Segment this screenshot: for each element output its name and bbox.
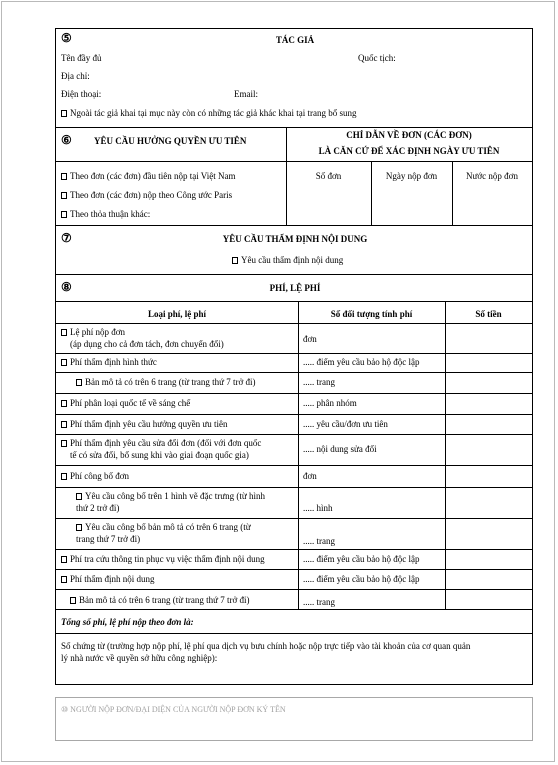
divider — [56, 569, 532, 570]
fee-row-extra-drawings[interactable] — [76, 491, 265, 502]
fee-row-exam-extra-pages[interactable] — [70, 595, 249, 606]
declaration-form — [55, 28, 533, 685]
section-5-title: TÁC GIẢ — [275, 35, 315, 45]
divider — [56, 353, 532, 354]
divider — [56, 589, 532, 590]
signature-title-label: NGƯỜI NỘP ĐƠN/ĐẠI DIỆN CỦA NGƯỜI NỘP ĐƠN KÝ TÊN — [70, 705, 286, 714]
fee-row-count[interactable]: ..... trang — [303, 536, 335, 546]
divider — [56, 549, 532, 550]
fee-row-search[interactable] — [61, 554, 265, 565]
fee-row-note: thứ 2 trở đi) — [76, 503, 120, 513]
priority-option-vietnam[interactable] — [61, 171, 236, 182]
checkbox-icon[interactable] — [61, 440, 67, 447]
priority-option-label: Theo thỏa thuận khác: — [70, 209, 151, 219]
checkbox-icon[interactable] — [61, 329, 67, 336]
fee-column-type: Loại phí, lệ phí — [147, 309, 207, 319]
fee-row-label: Yêu cầu công bố bản mô tả có trên 6 trang (từ — [85, 522, 251, 532]
priority-reference-title-2: LÀ CĂN CỨ ĐỂ XÁC ĐỊNH NGÀY ƯU TIÊN — [318, 146, 500, 156]
divider — [56, 127, 532, 128]
substantive-exam-label: Yêu cầu thẩm định nội dung — [241, 255, 344, 265]
divider — [56, 393, 532, 394]
checkbox-icon[interactable] — [76, 379, 82, 386]
fee-row-count[interactable]: ..... phân nhóm — [303, 398, 357, 408]
section-6-number: ⑥ — [61, 133, 72, 147]
fee-row-label: Phí thẩm định yêu cầu sửa đổi đơn (đối với đơn quốc — [70, 438, 262, 448]
fee-row-count[interactable]: ..... hình — [303, 503, 333, 513]
priority-reference-title-1: CHỈ DẪN VỀ ĐƠN (CÁC ĐƠN) — [346, 130, 472, 140]
fee-row-count[interactable]: ..... trang — [303, 377, 335, 387]
fee-row-publication[interactable] — [61, 471, 129, 482]
divider — [56, 161, 532, 162]
fee-row-substantive-exam[interactable] — [61, 574, 155, 585]
divider — [56, 372, 532, 373]
checkbox-icon[interactable] — [76, 493, 82, 500]
fee-row-label: Phí công bố đơn — [70, 471, 130, 481]
fee-row-label: Phí thẩm định hình thức — [70, 357, 157, 367]
author-nationality-label[interactable]: Quốc tịch: — [358, 53, 396, 63]
divider — [56, 434, 532, 435]
fee-row-count[interactable]: ..... điểm yêu cầu bảo hộ độc lập — [303, 357, 420, 367]
checkbox-icon[interactable] — [61, 576, 67, 583]
payment-receipt-line-1: Số chứng từ (trường hợp nộp phí, lệ phí qua dịch vụ bưu chính hoặc nộp trực tiếp vào tài khoản của cơ quan quản — [61, 641, 471, 651]
other-authors-label: Ngoài tác giả khai tại mục này còn có những tác giả khác khai tại trang bổ sung — [70, 108, 357, 118]
other-authors-option[interactable] — [61, 108, 357, 119]
fee-row-label: Lệ phí nộp đơn — [70, 327, 126, 337]
fee-column-amount: Số tiền — [475, 309, 502, 319]
substantive-exam-option[interactable] — [232, 255, 343, 266]
checkbox-icon[interactable] — [61, 110, 67, 117]
checkbox-icon[interactable] — [70, 597, 76, 604]
fee-row-count[interactable]: ..... điểm yêu cầu bảo hộ độc lập — [303, 554, 420, 564]
fee-row-count[interactable]: đơn — [303, 471, 317, 481]
section-7-number: ⑦ — [61, 231, 72, 245]
signature-section-title — [61, 704, 286, 715]
divider — [56, 487, 532, 488]
fee-row-classification[interactable] — [61, 398, 190, 409]
column-application-number: Số đơn — [315, 171, 342, 181]
section-10-number: ⑩ — [61, 705, 69, 714]
divider — [56, 414, 532, 415]
checkbox-icon[interactable] — [61, 421, 67, 428]
author-address-label[interactable]: Địa chỉ: — [61, 71, 90, 81]
divider — [56, 518, 532, 519]
priority-option-label: Theo đơn (các đơn) nộp theo Công ước Paris — [70, 190, 233, 200]
fee-row-label: Phí tra cứu thông tin phục vụ việc thẩm định nội dung — [70, 554, 265, 564]
divider — [56, 465, 532, 466]
divider — [56, 274, 532, 275]
author-email-label[interactable]: Email: — [234, 89, 258, 99]
fee-row-note: (áp dụng cho cả đơn tách, đơn chuyển đổi) — [70, 339, 224, 349]
checkbox-icon[interactable] — [61, 192, 67, 199]
fee-row-extra-description-pages[interactable] — [76, 377, 255, 388]
fee-column-count: Số đối tượng tính phí — [330, 309, 413, 319]
fee-row-count[interactable]: đơn — [303, 334, 317, 344]
fee-total-label: Tổng số phí, lệ phí nộp theo đơn là: — [61, 617, 194, 627]
fee-row-count[interactable]: ..... trang — [303, 597, 335, 607]
fee-row-note: tế có sửa đổi, bổ sung khi vào giai đoạn quốc gia) — [70, 450, 249, 460]
section-8-title: PHÍ, LỆ PHÍ — [269, 283, 321, 293]
fee-row-label: Bản mô tả có trên 6 trang (từ trang thứ 7 trở đi) — [85, 377, 256, 387]
checkbox-icon[interactable] — [76, 524, 82, 531]
checkbox-icon[interactable] — [61, 359, 67, 366]
priority-option-other[interactable] — [61, 209, 150, 220]
divider — [56, 633, 532, 634]
fee-row-filing-fee[interactable] — [61, 327, 125, 338]
checkbox-icon[interactable] — [61, 173, 67, 180]
divider — [56, 609, 532, 610]
section-6-title: YÊU CẦU HƯỞNG QUYỀN ƯU TIÊN — [94, 136, 247, 146]
fee-row-label: Phí thẩm định yêu cầu hưởng quyền ưu tiên — [70, 419, 228, 429]
fee-row-label: Yêu cầu công bố trên 1 hình vẽ đặc trưng (từ hình — [85, 491, 265, 501]
fee-row-label: Phí thẩm định nội dung — [70, 574, 155, 584]
checkbox-icon[interactable] — [61, 400, 67, 407]
divider — [445, 301, 446, 609]
section-8-number: ⑧ — [61, 280, 72, 294]
author-phone-label[interactable]: Điện thoại: — [61, 89, 102, 99]
fee-row-priority-exam[interactable] — [61, 419, 228, 430]
fee-row-count[interactable]: ..... điểm yêu cầu bảo hộ độc lập — [303, 574, 420, 584]
checkbox-icon[interactable] — [61, 556, 67, 563]
fee-row-extra-publication-pages[interactable] — [76, 522, 251, 533]
divider — [56, 323, 532, 324]
section-7-title: YÊU CẦU THẨM ĐỊNH NỘI DUNG — [222, 234, 368, 244]
priority-option-label: Theo đơn (các đơn) đầu tiên nộp tại Việt Nam — [70, 171, 236, 181]
section-5-number: ⑤ — [61, 31, 72, 45]
column-filing-country: Nước nộp đơn — [466, 171, 518, 181]
fee-row-label: Bản mô tả có trên 6 trang (từ trang thứ 7 trở đi) — [79, 595, 250, 605]
payment-receipt-line-2[interactable]: lý nhà nước về quyền sở hữu công nghiệp): — [61, 653, 218, 663]
priority-option-paris[interactable] — [61, 190, 232, 201]
checkbox-icon[interactable] — [232, 257, 238, 264]
checkbox-icon[interactable] — [61, 473, 67, 480]
fee-row-amendment-exam[interactable] — [61, 438, 261, 449]
fee-row-formal-exam[interactable] — [61, 357, 157, 368]
fee-row-count[interactable]: ..... yêu cầu/đơn ưu tiên — [303, 419, 388, 429]
divider — [56, 301, 532, 302]
divider — [298, 301, 299, 609]
fee-row-label: Phí phân loại quốc tế về sáng chế — [70, 398, 191, 408]
author-full-name-label[interactable]: Tên đầy đủ — [61, 53, 102, 63]
divider — [56, 225, 532, 226]
checkbox-icon[interactable] — [61, 211, 67, 218]
signature-section — [55, 697, 533, 741]
column-filing-date: Ngày nộp đơn — [385, 171, 438, 181]
fee-row-count[interactable]: ..... nội dung sửa đổi — [303, 444, 377, 454]
fee-row-note: trang thứ 7 trở đi) — [76, 534, 141, 544]
